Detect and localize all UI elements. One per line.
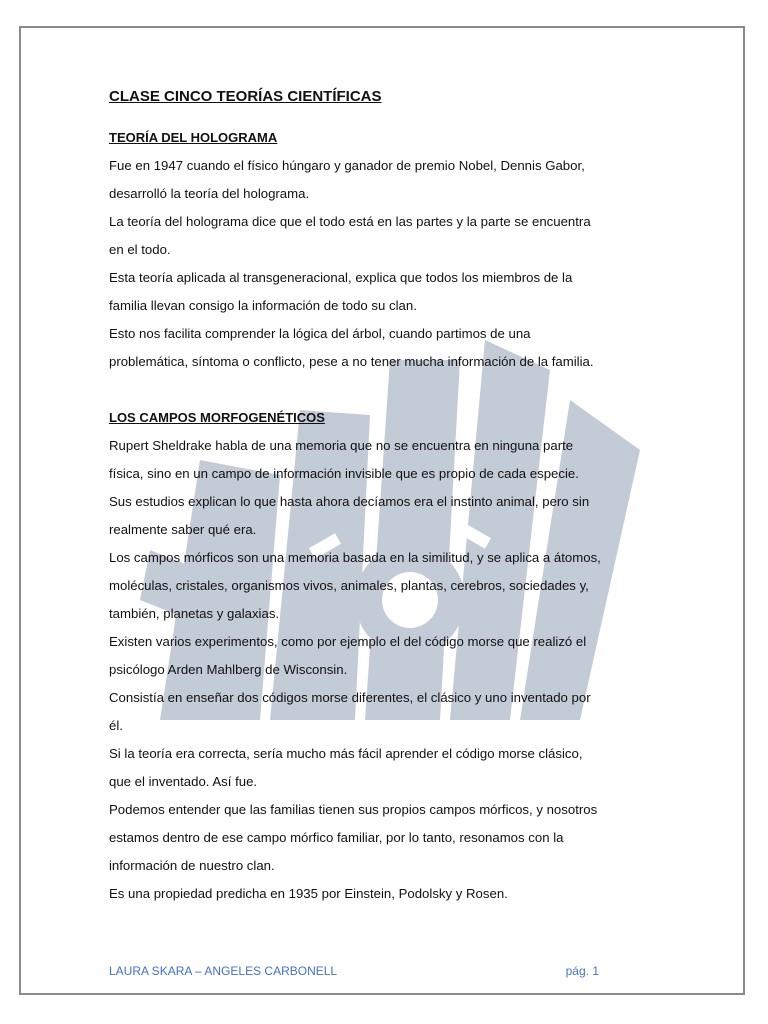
section-gap	[109, 376, 649, 404]
section-holograma	[109, 124, 649, 376]
paragraph-line: en el todo.	[109, 242, 171, 257]
paragraph-line: Podemos entender que las familias tienen sus propios campos mórficos, y nosotros	[109, 802, 598, 817]
paragraph-line: desarrolló la teoría del holograma.	[109, 186, 310, 201]
paragraph-line: Es una propiedad predicha en 1935 por Einstein, Podolsky y Rosen.	[109, 886, 508, 901]
section-heading: LOS CAMPOS MORFOGENÉTICOS	[109, 410, 325, 425]
paragraph-line: Los campos mórficos son una memoria basada en la similitud, y se aplica a átomos,	[109, 550, 601, 565]
paragraph-line: Esto nos facilita comprender la lógica del árbol, cuando partimos de una	[109, 326, 531, 341]
paragraph-line: Fue en 1947 cuando el físico húngaro y ganador de premio Nobel, Dennis Gabor,	[109, 158, 585, 173]
paragraph-line: información de nuestro clan.	[109, 858, 275, 873]
paragraph-line: La teoría del holograma dice que el todo está en las partes y la parte se encuentra	[109, 214, 591, 229]
paragraph-line: también, planetas y galaxias.	[109, 606, 280, 621]
paragraph-line: psicólogo Arden Mahlberg de Wisconsin.	[109, 662, 348, 677]
paragraph-line: estamos dentro de ese campo mórfico familiar, por lo tanto, resonamos con la	[109, 830, 564, 845]
paragraph-line: Sus estudios explican lo que hasta ahora decíamos era el instinto animal, pero sin	[109, 494, 590, 509]
paragraph-line: problemática, síntoma o conflicto, pese a no tener mucha información de la familia.	[109, 354, 594, 369]
paragraph-line: Rupert Sheldrake habla de una memoria que no se encuentra en ninguna parte	[109, 438, 574, 453]
paragraph-line: Consistía en enseñar dos códigos morse diferentes, el clásico y uno inventado por	[109, 690, 591, 705]
paragraph-line: Esta teoría aplicada al transgeneracional, explica que todos los miembros de la	[109, 270, 573, 285]
paragraph-line: familia llevan consigo la información de todo su clan.	[109, 298, 417, 313]
paragraph-line: Existen varios experimentos, como por ejemplo el del código morse que realizó el	[109, 634, 587, 649]
paragraph-line: realmente saber qué era.	[109, 522, 257, 537]
document-body	[109, 84, 649, 908]
paragraph-line: él.	[109, 718, 123, 733]
paragraph-line: física, sino en un campo de información invisible que es propio de cada especie.	[109, 466, 579, 481]
section-heading: TEORÍA DEL HOLOGRAMA	[109, 130, 278, 145]
document-title: CLASE CINCO TEORÍAS CIENTÍFICAS	[109, 88, 382, 105]
paragraph-line: Si la teoría era correcta, sería mucho más fácil aprender el código morse clásico,	[109, 746, 583, 761]
footer-page-number: pág. 1	[565, 964, 599, 978]
section-campos-morfogeneticos	[109, 404, 649, 908]
paragraph-line: moléculas, cristales, organismos vivos, animales, plantas, cerebros, sociedades y,	[109, 578, 589, 593]
footer-author: LAURA SKARA – ANGELES CARBONELL	[109, 964, 338, 978]
paragraph-line: que el inventado. Así fue.	[109, 774, 258, 789]
